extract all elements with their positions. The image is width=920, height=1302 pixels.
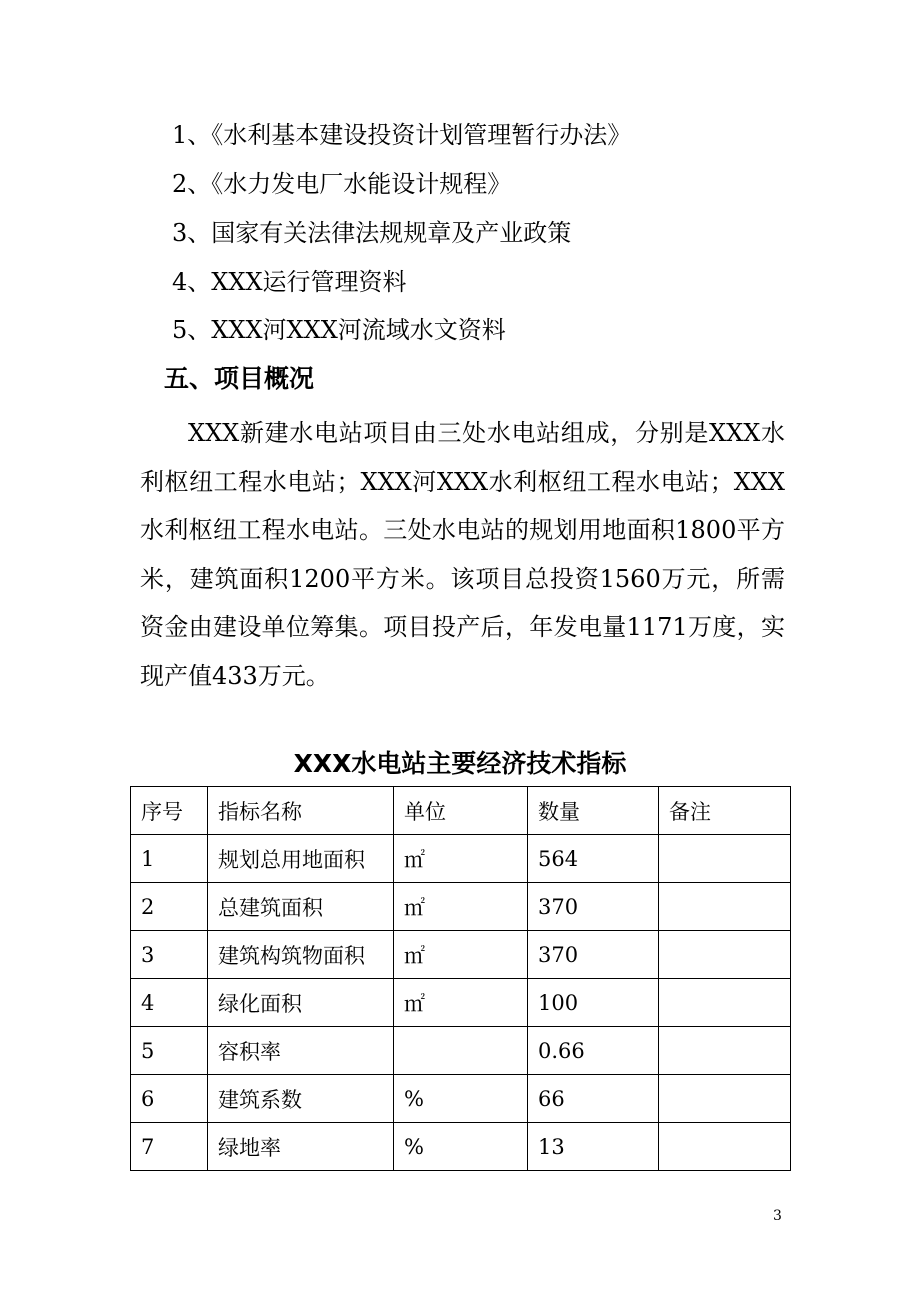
table-cell (394, 1027, 528, 1075)
table-cell: ㎡ (394, 835, 528, 883)
indicators-table (130, 786, 791, 1171)
table-cell: 370 (528, 931, 659, 979)
table-row (131, 979, 791, 1027)
table-cell: 7 (131, 1123, 208, 1171)
table-header-row (131, 787, 791, 835)
reference-item-2: 2、《水力发电厂水能设计规程》 (172, 170, 512, 198)
table-cell: ㎡ (394, 979, 528, 1027)
reference-item-3: 3、国家有关法律法规规章及产业政策 (172, 219, 572, 247)
table-row (131, 883, 791, 931)
overview-paragraph: XXX新建水电站项目由三处水电站组成，分别是XXX水利枢纽工程水电站；XXX河XXX水利枢纽工程水电站；XXX水利枢纽工程水电站。三处水电站的规划用地面积1800平方米，建筑面积1200平方米。该项目总投资1560万元，所需资金由建设单位筹集。项目投产后，年发电量1171万度，实现产值433万元。 (140, 419, 785, 690)
header-cell: 备注 (659, 787, 791, 835)
table-cell: 容积率 (208, 1027, 394, 1075)
reference-item-1: 1、《水利基本建设投资计划管理暂行办法》 (172, 121, 632, 149)
table-cell: 规划总用地面积 (208, 835, 394, 883)
table-cell (659, 979, 791, 1027)
table-row (131, 1123, 791, 1171)
table-cell: 3 (131, 931, 208, 979)
table-cell: 5 (131, 1027, 208, 1075)
table-cell: 建筑构筑物面积 (208, 931, 394, 979)
header-cell: 单位 (394, 787, 528, 835)
table-cell (659, 1075, 791, 1123)
table-cell: 100 (528, 979, 659, 1027)
header-cell: 数量 (528, 787, 659, 835)
table-row (131, 931, 791, 979)
reference-item-4: 4、XXX运行管理资料 (172, 268, 407, 296)
table-cell: 2 (131, 883, 208, 931)
table-title: XXX水电站主要经济技术指标 (293, 749, 627, 778)
table-cell (659, 883, 791, 931)
table-cell (659, 835, 791, 883)
table-cell: 绿地率 (208, 1123, 394, 1171)
table-cell: 6 (131, 1075, 208, 1123)
table-cell: 建筑系数 (208, 1075, 394, 1123)
table-cell: 13 (528, 1123, 659, 1171)
table-cell: 564 (528, 835, 659, 883)
header-cell: 序号 (131, 787, 208, 835)
table-cell: 1 (131, 835, 208, 883)
table-cell (659, 1027, 791, 1075)
section-heading: 五、项目概况 (164, 364, 315, 393)
page-number: 3 (773, 1208, 782, 1224)
table-row (131, 1027, 791, 1075)
header-cell: 指标名称 (208, 787, 394, 835)
table-cell: ㎡ (394, 883, 528, 931)
reference-item-5: 5、XXX河XXX河流域水文资料 (172, 316, 506, 344)
table-cell: 0.66 (528, 1027, 659, 1075)
table-cell: % (394, 1075, 528, 1123)
table-row (131, 835, 791, 883)
table-row (131, 1075, 791, 1123)
table-cell: ㎡ (394, 931, 528, 979)
table-cell: 4 (131, 979, 208, 1027)
table-cell: 绿化面积 (208, 979, 394, 1027)
table-cell: 370 (528, 883, 659, 931)
table-cell: % (394, 1123, 528, 1171)
table-cell (659, 931, 791, 979)
table-cell (659, 1123, 791, 1171)
table-cell: 66 (528, 1075, 659, 1123)
table-cell: 总建筑面积 (208, 883, 394, 931)
